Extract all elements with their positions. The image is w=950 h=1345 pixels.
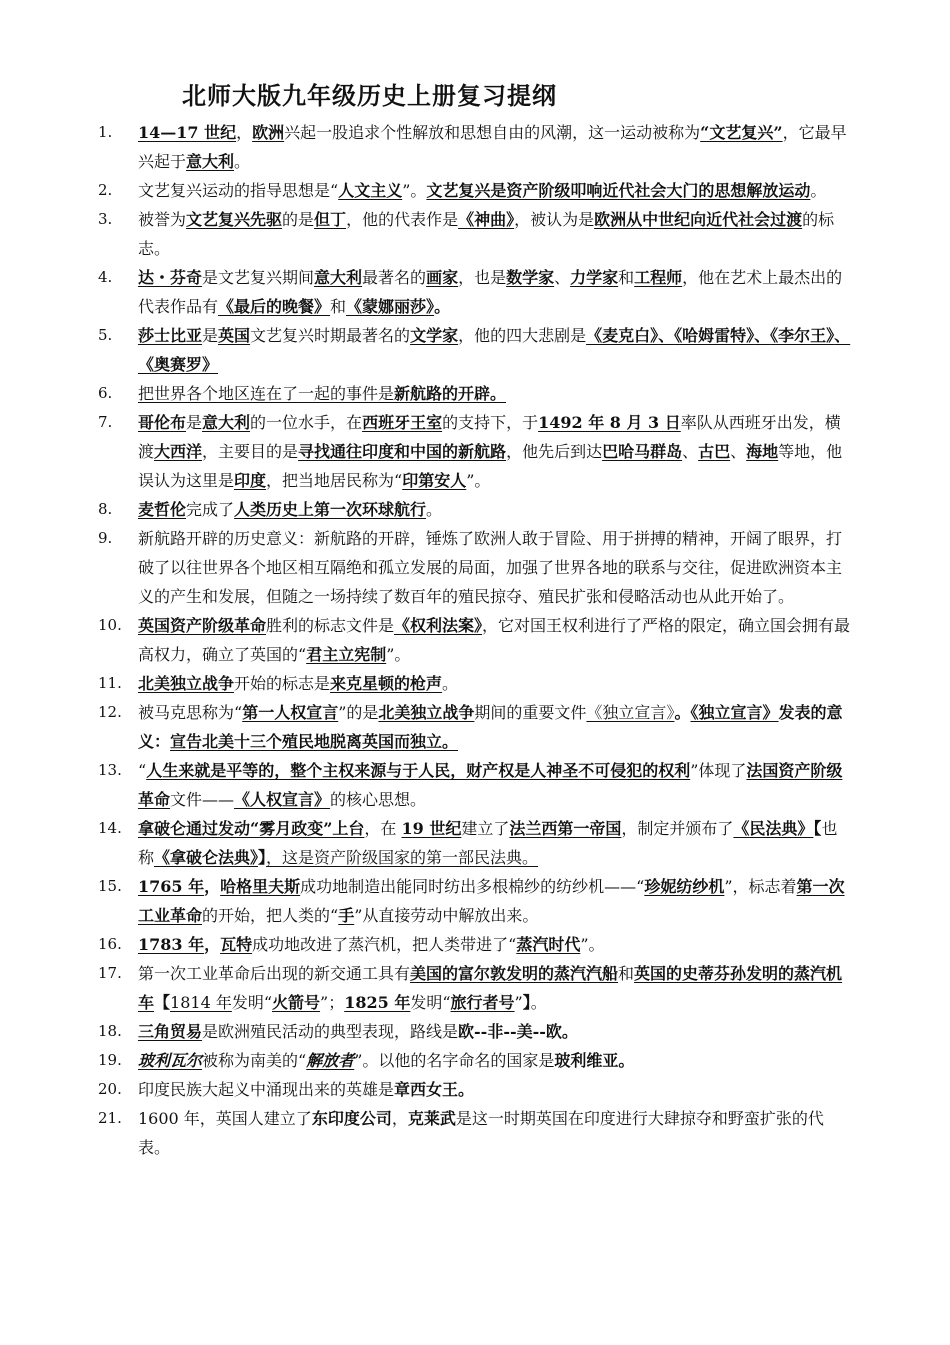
item-text — [138, 118, 852, 176]
text-segment: 胜利的标志文件是 — [266, 616, 395, 635]
text-segment: ” — [514, 993, 523, 1012]
outline-item — [0, 524, 950, 611]
key-term: 新航路的开辟。 — [394, 384, 507, 403]
text-segment: 成功地制造出能同时纺出多根棉纱的纺纱机——“ — [300, 877, 645, 896]
key-term: 《独立宣言》 — [690, 703, 779, 722]
key-term: 《拿破仑法典》 — [154, 848, 259, 867]
item-number: 7. — [98, 413, 113, 431]
key-term: 珍妮纺纱机 — [644, 877, 725, 896]
key-term: 君主立宪制 — [306, 645, 387, 664]
key-term: 北美独立战争 — [138, 674, 235, 693]
text-segment: 开始的标志是 — [234, 674, 331, 693]
outline-item — [0, 1104, 950, 1162]
text-segment: ，制定并颁布了 — [621, 819, 734, 838]
item-text — [138, 814, 852, 872]
outline-item — [0, 1075, 950, 1104]
text-segment: ，把当地居民称为“ — [266, 471, 403, 490]
item-number: 20. — [98, 1080, 122, 1098]
key-term: 法兰西第一帝国 — [509, 819, 622, 838]
item-number: 19. — [98, 1051, 122, 1069]
item-text — [138, 930, 852, 959]
key-term: 人类历史上第一次环球航行 — [234, 500, 427, 519]
text-segment: 是 — [186, 413, 203, 432]
text-segment: 、 — [682, 442, 699, 461]
text-segment: ，主要目的是 — [202, 442, 299, 461]
key-term: 法国资产阶级革命 — [138, 761, 843, 809]
key-term: 西班牙王室 — [362, 413, 443, 432]
key-term: 寻找通往印度和中国的新航路 — [298, 442, 507, 461]
outline-item — [0, 118, 950, 176]
item-text — [138, 321, 852, 379]
key-term: 旅行者号 — [450, 993, 515, 1012]
outline-item — [0, 408, 950, 495]
key-term: 《最后的晚餐》 — [218, 297, 331, 316]
item-number: 2. — [98, 181, 113, 199]
item-number: 9. — [98, 529, 113, 547]
key-term: 、 — [834, 326, 851, 345]
text-segment: ”； — [320, 993, 345, 1012]
text-segment: ，被认为是 — [514, 210, 595, 229]
item-number: 18. — [98, 1022, 122, 1040]
text-segment: 的是 — [282, 210, 315, 229]
text-segment: ，在 — [364, 819, 402, 838]
outline-item — [0, 1017, 950, 1046]
key-term: 瓦特 — [220, 935, 253, 954]
item-number: 16. — [98, 935, 122, 953]
key-term: 人文主义 — [338, 181, 403, 200]
text-segment: 最著名的 — [362, 268, 427, 287]
key-term: 文学家 — [410, 326, 459, 345]
item-number: 21. — [98, 1109, 122, 1127]
outline-item — [0, 176, 950, 205]
item-number: 12. — [98, 703, 122, 721]
text-segment: 期间的重要文件 — [474, 703, 587, 722]
text-segment: 和 — [618, 268, 635, 287]
text-segment: 等地，他误认为这里是 — [138, 442, 843, 490]
item-text — [138, 872, 852, 930]
text-segment: 的标志。 — [138, 210, 835, 258]
text-segment: 的支持下，于 — [442, 413, 539, 432]
key-term: 《神曲》 — [458, 210, 515, 229]
key-term: 章西女王。 — [394, 1080, 475, 1099]
key-term: 手 — [338, 906, 355, 925]
item-number: 1. — [98, 123, 113, 141]
text-segment: ，他在艺术上最杰出的代表作品有 — [138, 268, 843, 316]
key-term: 《麦克白》 — [586, 326, 659, 345]
key-term: 达・芬奇 — [138, 268, 203, 287]
item-text — [138, 408, 852, 495]
key-term: 古巴 — [698, 442, 731, 461]
text-segment: ，他的代表作是 — [346, 210, 459, 229]
outline-item — [0, 959, 950, 1017]
item-number: 4. — [98, 268, 113, 286]
text-segment: 被称为南美的“ — [202, 1051, 307, 1070]
key-term: 发表的意义： — [138, 703, 843, 751]
text-segment: ，它最早兴起于 — [138, 123, 847, 171]
key-term: 英国的史蒂芬孙发明的蒸汽机车 — [138, 964, 843, 1012]
text-segment: ”体现了 — [690, 761, 747, 780]
key-term: 文艺复兴先驱 — [186, 210, 283, 229]
key-term: 1765 年 — [138, 877, 205, 896]
key-term: 意大利 — [202, 413, 251, 432]
key-term: 。 — [434, 297, 451, 316]
key-term: 北美独立战争 — [378, 703, 475, 722]
key-term: 东印度公司 — [311, 1109, 392, 1128]
text-segment: ”的是 — [338, 703, 379, 722]
text-segment: ，他的四大悲剧是 — [458, 326, 587, 345]
text-segment: 、 — [554, 268, 571, 287]
outline-item — [0, 205, 950, 263]
text-segment: ，也是 — [458, 268, 507, 287]
key-term: 。 — [674, 703, 691, 722]
text-segment: 、 — [730, 442, 747, 461]
outline-item — [0, 495, 950, 524]
text-segment: ”。 — [386, 645, 411, 664]
text-segment: 被誉为 — [138, 210, 187, 229]
key-term: 《人权宣言》 — [234, 790, 331, 809]
text-segment: ”。 — [402, 181, 427, 200]
key-term: 、 — [754, 326, 771, 345]
item-text — [138, 698, 852, 756]
text-segment: 成功地改进了蒸汽机，把人类带进了“ — [252, 935, 517, 954]
text-segment: 建立了 — [461, 819, 510, 838]
text-segment: ”。以他的名字命名的国家是 — [354, 1051, 555, 1070]
key-term: 《哈姆雷特》 — [674, 326, 755, 345]
key-term: 印度 — [234, 471, 267, 490]
key-term: 数学家 — [506, 268, 555, 287]
key-term: 力学家 — [570, 268, 619, 287]
text-segment: 的一位水手，在 — [250, 413, 363, 432]
text-segment: 是欧洲殖民活动的典型表现，路线是 — [202, 1022, 459, 1041]
key-term: 哈格里夫斯 — [220, 877, 301, 896]
key-term: 《民法典》 — [733, 819, 814, 838]
text-segment: ， — [236, 123, 253, 142]
item-number: 8. — [98, 500, 113, 518]
text-segment: ，他先后到达 — [506, 442, 603, 461]
outline-item — [0, 756, 950, 814]
text-segment: ”，标志着 — [724, 877, 797, 896]
key-term: 第一人权宣言 — [242, 703, 339, 722]
key-term: ， — [204, 935, 221, 954]
item-text — [138, 524, 852, 611]
outline-item — [0, 698, 950, 756]
text-segment: 。 — [234, 152, 251, 171]
key-term: 莎士比亚 — [138, 326, 203, 345]
outline-item — [0, 379, 950, 408]
text-segment: 1600 年，英国人建立了 — [138, 1109, 312, 1128]
key-term: 人生来就是平等的，整个主权来源与于人民，财产权是人神圣不可侵犯的权利 — [146, 761, 691, 780]
key-term: 蒸汽时代 — [516, 935, 581, 954]
key-term: 】 — [258, 848, 267, 867]
text-segment: ”。 — [580, 935, 605, 954]
text-segment: 和 — [330, 297, 347, 316]
text-segment: 。 — [810, 181, 827, 200]
key-term: 1492 年 8 月 3 日 — [538, 413, 681, 432]
item-text — [138, 1104, 852, 1162]
text-segment: 新航路开辟的历史意义：新航路的开辟，锤炼了欧洲人敢于冒险、用于拼搏的精神，开阔了眼界，打破了以往世界各个地区相互隔绝和孤立发展的局面，加强了世界各地的联系与交往，促进欧洲资本主义的产生和发展，但随之一场持续了数百年的殖民掠夺、殖民扩张和侵略活动也从此开始了。 — [138, 529, 843, 606]
item-text — [138, 495, 852, 524]
item-text — [138, 1017, 852, 1046]
key-term: 克莱武 — [407, 1109, 456, 1128]
key-term: 第一次工业革命 — [138, 877, 845, 925]
text-segment: 文艺复兴运动的指导思想是“ — [138, 181, 339, 200]
outline-item — [0, 321, 950, 379]
item-number: 3. — [98, 210, 113, 228]
key-term: 英国资产阶级革命 — [138, 616, 267, 635]
key-term: 三角贸易 — [138, 1022, 203, 1041]
outline-item — [0, 814, 950, 872]
key-term: 《独立宣言》 — [586, 703, 675, 722]
key-term: 1783 年 — [138, 935, 205, 954]
key-term: 巴哈马群岛 — [602, 442, 683, 461]
outline-list — [0, 118, 950, 1162]
key-term: 欧--非--美--欧。 — [458, 1022, 578, 1041]
text-segment: 的开始，把人类的“ — [202, 906, 339, 925]
text-segment: 被马克思称为“ — [138, 703, 243, 722]
item-number: 6. — [98, 384, 113, 402]
item-text — [138, 176, 852, 205]
item-text — [138, 263, 852, 321]
key-term: 意大利 — [314, 268, 363, 287]
key-term: 宣告北美十三个殖民地脱离英国而独立。 — [170, 732, 459, 751]
key-term: 14—17 世纪 — [138, 123, 237, 142]
text-segment: 的核心思想。 — [330, 790, 427, 809]
key-term: 大西洋 — [154, 442, 203, 461]
text-segment: 。 — [530, 993, 547, 1012]
key-term: 【 — [813, 819, 822, 838]
item-text — [138, 756, 852, 814]
key-term: 英国 — [218, 326, 251, 345]
text-segment: 是文艺复兴期间 — [202, 268, 315, 287]
key-term: 哥伦布 — [138, 413, 187, 432]
item-number: 5. — [98, 326, 113, 344]
item-text — [138, 669, 852, 698]
item-text — [138, 959, 852, 1017]
key-term: 美国的富尔敦发明的蒸汽汽船 — [410, 964, 619, 983]
key-term: 《蒙娜丽莎》 — [346, 297, 435, 316]
text-segment: 兴起一股追求个性解放和思想自由的风潮，这一运动被称为 — [284, 123, 701, 142]
key-term: 海地 — [746, 442, 779, 461]
key-term: 】 — [522, 993, 531, 1012]
key-term: 意大利 — [186, 152, 235, 171]
text-segment: ”。 — [466, 471, 491, 490]
key-term: 麦哲伦 — [138, 500, 187, 519]
text-segment: 也称 — [138, 819, 838, 867]
key-term: 、 — [658, 326, 675, 345]
text-segment: 文艺复兴时期最著名的 — [250, 326, 411, 345]
key-term: 《权利法案》 — [394, 616, 483, 635]
key-term: ，这是资产阶级国家的第一部民法典。 — [266, 848, 539, 867]
key-term: 1825 年 — [344, 993, 411, 1012]
key-term: 工程师 — [634, 268, 683, 287]
document-title: 北师大版九年级历史上册复习提纲 — [182, 82, 557, 110]
key-term: 《奥赛罗》 — [138, 355, 219, 374]
key-term: 火箭号 — [272, 993, 321, 1012]
item-text — [138, 379, 852, 408]
item-text — [138, 205, 852, 263]
item-number: 17. — [98, 964, 122, 982]
key-term: 但丁 — [314, 210, 347, 229]
text-segment: 印度民族大起义中涌现出来的英雄是 — [138, 1080, 395, 1099]
text-segment: 是 — [202, 326, 219, 345]
outline-item — [0, 669, 950, 698]
key-term: 《李尔王》 — [770, 326, 835, 345]
key-term: 欧洲从中世纪向近代社会过渡 — [594, 210, 803, 229]
outline-item — [0, 263, 950, 321]
text-segment: 和 — [618, 964, 635, 983]
item-text — [138, 611, 852, 669]
key-term: 印第安人 — [402, 471, 467, 490]
key-term: 把世界各个地区连在了一起的事件是 — [138, 384, 395, 403]
item-number: 15. — [98, 877, 122, 895]
key-term: “文艺复兴” — [700, 123, 783, 142]
outline-item — [0, 1046, 950, 1075]
text-segment: ”从直接劳动中解放出来。 — [354, 906, 539, 925]
item-number: 11. — [98, 674, 122, 692]
outline-item — [0, 930, 950, 959]
key-term: 文艺复兴是资产阶级叩响近代社会大门的思想解放运动 — [426, 181, 811, 200]
outline-item — [0, 611, 950, 669]
key-term: 解放者 — [306, 1051, 355, 1070]
key-term: 拿破仑通过发动“雾月政变”上台 — [138, 819, 365, 838]
key-term: ， — [204, 877, 221, 896]
item-text — [138, 1046, 852, 1075]
key-term: 【 — [154, 993, 171, 1012]
key-term: 玻利维亚。 — [554, 1051, 635, 1070]
key-term: 玻利瓦尔 — [138, 1051, 203, 1070]
key-term: 画家 — [426, 268, 459, 287]
text-segment: ，它对国王权利进行了严格的限定，确立国会拥有最高权力，确立了英国的“ — [138, 616, 851, 664]
text-segment: 完成了 — [186, 500, 235, 519]
text-segment: “ — [138, 761, 147, 780]
key-term: 19 世纪 — [401, 819, 462, 838]
outline-item — [0, 872, 950, 930]
key-term: 1814 年 — [170, 993, 232, 1012]
text-segment: ， — [391, 1109, 408, 1128]
text-segment: 发明“ — [231, 993, 273, 1012]
item-number: 10. — [98, 616, 122, 634]
text-segment: 第一次工业革命后出现的新交通工具有 — [138, 964, 411, 983]
item-number: 14. — [98, 819, 122, 837]
text-segment: 率队从西班牙出发，横渡 — [138, 413, 841, 461]
text-segment: 是这一时期英国在印度进行大肆掠夺和野蛮扩张的代表。 — [138, 1109, 824, 1157]
text-segment: 发明“ — [410, 993, 451, 1012]
text-segment: 文件—— — [170, 790, 235, 809]
item-number: 13. — [98, 761, 122, 779]
key-term: 欧洲 — [252, 123, 285, 142]
text-segment: 。 — [426, 500, 443, 519]
text-segment: 。 — [442, 674, 459, 693]
item-text — [138, 1075, 852, 1104]
key-term: 来克星顿的枪声 — [330, 674, 443, 693]
